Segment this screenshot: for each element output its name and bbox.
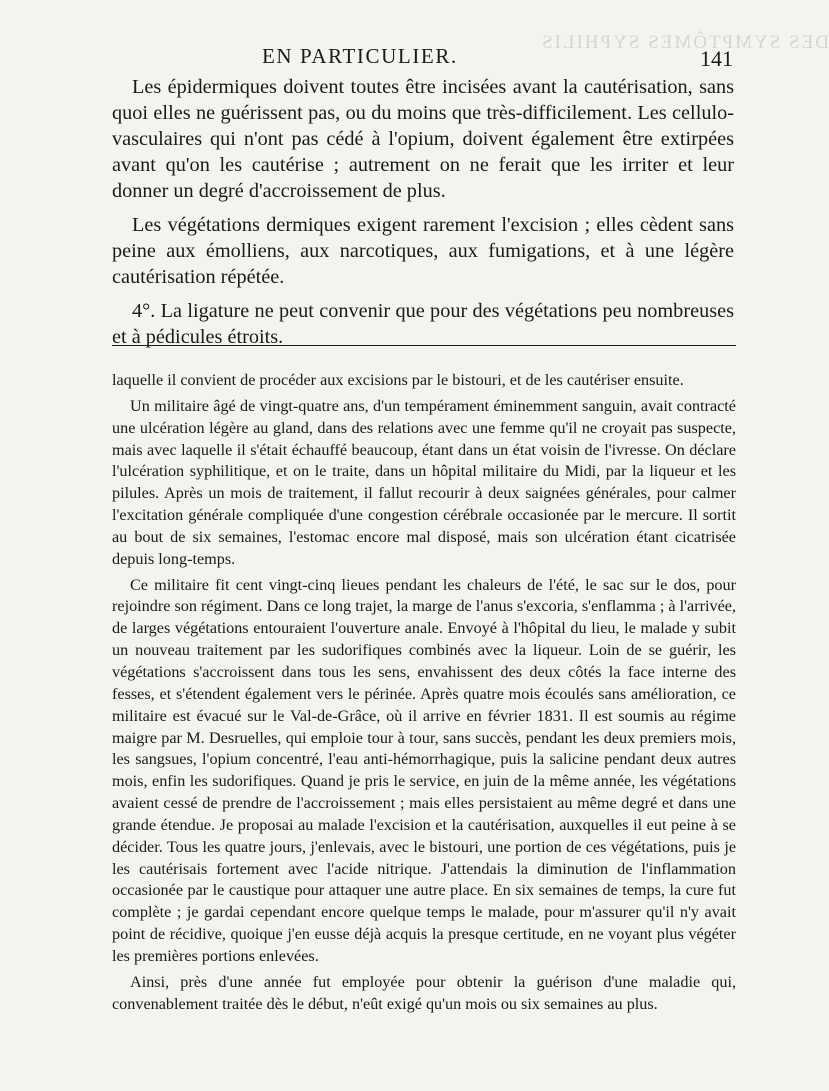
main-paragraph: Les végétations dermiques exigent rarement l'excision ; elles cèdent sans peine aux émolliens, aux narcotiques, aux fumigations, et à une légère cautérisation répétée. <box>112 214 734 288</box>
page-header <box>0 40 800 70</box>
main-paragraph: 4°. La ligature ne peut convenir que pour des végétations peu nombreuses et à pédicules étroits. <box>112 300 734 348</box>
main-paragraph: Les épidermiques doivent toutes être incisées avant la cautérisation, sans quoi elles ne guérissent pas, ou du moins que très-difficilement. Les cellulo-vasculaires qui n'ont pas cédé à l'opium, doivent également être extirpées avant qu'on les cautérise ; autrement on ne ferait que les irriter et leur donner un degré d'accroissement de plus. <box>112 76 734 202</box>
note-paragraph: Ainsi, près d'une année fut employée pour obtenir la guérison d'une maladie qui, convenablement traitée dès le début, n'eût exigé qu'un mois ou six semaines au plus. <box>112 972 736 1013</box>
bleed-through-text: DES SYMPTÔMES SYPHILIS <box>540 32 829 53</box>
note-paragraph: Un militaire âgé de vingt-quatre ans, d'un tempérament éminemment sanguin, avait contracté une ulcération légère au gland, dans des relations avec une femme qu'il ne croyait pas suspecte, mais avec laquelle il s'était échauffé beaucoup, étant dans un état voisin de l'ivresse. On déclare l'ulcération syphilitique, et on le traite, dans un hôpital militaire du Midi, par la liqueur et les pilules. Après un mois de traitement, il fallut recourir à deux saignées générales, pour calmer l'excitation générale compliquée d'une congestion cérébrale occasionée par le mercure. Il sortit au bout de six semaines, l'estomac encore mal disposé, mais son ulcération étant cicatrisée depuis long-temps. <box>112 396 736 568</box>
section-divider <box>112 345 736 346</box>
note-paragraph: laquelle il convient de procéder aux excisions par le bistouri, et de les cautériser ensuite. <box>112 371 684 389</box>
page-number: 141 <box>700 46 733 71</box>
main-text <box>112 74 734 358</box>
running-title: EN PARTICULIER. <box>262 44 458 68</box>
note-text <box>112 370 736 1019</box>
note-paragraph: Ce militaire fit cent vingt-cinq lieues pendant les chaleurs de l'été, le sac sur le dos, pour rejoindre son régiment. Dans ce long trajet, la marge de l'anus s'excoria, s'enflamma ; à l'arrivée, de larges végétations entouraient l'ouverture anale. Envoyé à l'hôpital du lieu, le malade y subit un nouveau traitement par les sudorifiques combinés avec la liqueur. Loin de se guérir, les végétations s'accroissent dans tous les sens, envahissent des deux côtés la face interne des fesses, et s'étendent également vers le périnée. Après quatre mois écoulés sans amélioration, ce militaire est évacué sur le Val-de-Grâce, où il arrive en février 1831. Il est soumis au régime maigre par M. Desruelles, qui emploie tour à tour, sans succès, pendant les deux premiers mois, les sangsues, l'opium concentré, l'eau anti-hémorrhagique, puis la salicine pendant deux autres mois, enfin les sudorifiques. Quand je pris le service, en juin de la même année, les végétations avaient cessé de prendre de l'accroissement ; mais elles persistaient au même degré et dans une grande étendue. Je proposai au malade l'excision et la cautérisation, auxquelles il eut peine à se décider. Tous les quatre jours, j'enlevais, avec le bistouri, une portion de ces végétations, puis je les cautérisais fortement avec l'acide nitrique. J'attendais la diminution de l'inflammation occasionée par le caustique pour attaquer une autre place. En six semaines de temps, la cure fut complète ; je gardai cependant encore quelque temps le malade, pour m'assurer qu'il n'y avait point de récidive, quoique j'en eusse déjà acquis la presque certitude, en ne voyant plus végéter les premières portions enlevées. <box>112 575 737 965</box>
